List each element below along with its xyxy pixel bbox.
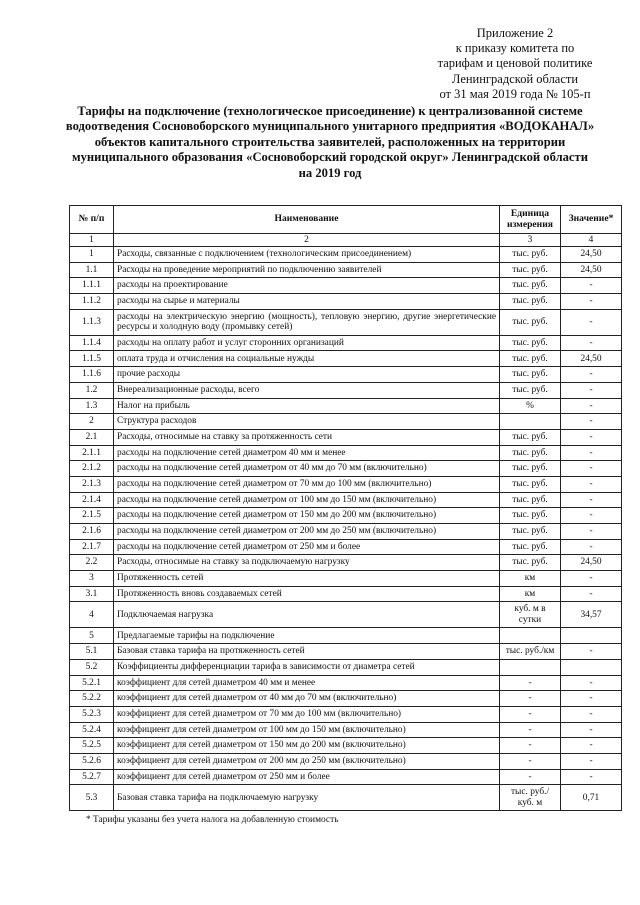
table-row	[70, 706, 622, 722]
row-number: 2.1.1	[70, 445, 114, 461]
row-name: Базовая ставка тарифа на протяженность сетей	[114, 644, 500, 660]
row-number: 1.1.1	[70, 278, 114, 294]
row-value: -	[561, 571, 622, 587]
row-value: -	[561, 492, 622, 508]
row-number: 2.2	[70, 555, 114, 571]
table-row	[70, 335, 622, 351]
row-unit: тыс. руб./куб. м	[500, 785, 561, 811]
row-name: Структура расходов	[114, 414, 500, 430]
row-number: 4	[70, 602, 114, 628]
row-value: -	[561, 445, 622, 461]
row-name: коэффициент для сетей диаметром от 200 мм до 250 мм (включительно)	[114, 753, 500, 769]
row-unit: -	[500, 722, 561, 738]
table-row	[70, 753, 622, 769]
table-row	[70, 429, 622, 445]
row-name: Предлагаемые тарифы на подключение	[114, 628, 500, 644]
title-line: Тарифы на подключение (технологическое присоединение) к централизованной системе	[77, 104, 583, 118]
row-value: -	[561, 382, 622, 398]
row-unit: тыс. руб.	[500, 247, 561, 263]
row-value	[561, 659, 622, 675]
row-unit: тыс. руб.	[500, 429, 561, 445]
row-number: 1.2	[70, 382, 114, 398]
row-name: коэффициент для сетей диаметром от 100 мм до 150 мм (включительно)	[114, 722, 500, 738]
row-name: Коэффициенты дифференциации тарифа в зависимости от диаметра сетей	[114, 659, 500, 675]
row-number: 2.1.2	[70, 461, 114, 477]
row-value: -	[561, 769, 622, 785]
row-name: коэффициент для сетей диаметром 40 мм и менее	[114, 675, 500, 691]
table-row	[70, 539, 622, 555]
row-name: Протяженность вновь создаваемых сетей	[114, 586, 500, 602]
row-value: -	[561, 738, 622, 754]
table-row	[70, 722, 622, 738]
table-row	[70, 644, 622, 660]
row-value: -	[561, 675, 622, 691]
title-line: объектов капитального строительства заявителей, расположенных на территории	[94, 134, 566, 149]
row-value: -	[561, 524, 622, 540]
row-number: 5.2.4	[70, 722, 114, 738]
row-unit: тыс. руб.	[500, 508, 561, 524]
table-row	[70, 524, 622, 540]
table-row	[70, 785, 622, 811]
row-unit: тыс. руб.	[500, 524, 561, 540]
row-name: Протяженность сетей	[114, 571, 500, 587]
row-value	[561, 628, 622, 644]
table-row	[70, 675, 622, 691]
table-row	[70, 367, 622, 383]
title-line: муниципального образования «Сосновоборский городской округ» Ленинградской области	[72, 150, 588, 165]
row-name: расходы на подключение сетей диаметром от 40 мм до 70 мм (включительно)	[114, 461, 500, 477]
row-unit: тыс. руб.	[500, 309, 561, 335]
row-unit: тыс. руб.	[500, 476, 561, 492]
row-value: 24,50	[561, 262, 622, 278]
annex-line: к приказу комитета по	[455, 41, 575, 56]
row-value: -	[561, 335, 622, 351]
row-number: 1.1.2	[70, 294, 114, 310]
row-number: 5.2.5	[70, 738, 114, 754]
table-body	[70, 247, 622, 811]
row-value: -	[561, 476, 622, 492]
row-number: 5.1	[70, 644, 114, 660]
table-row	[70, 351, 622, 367]
row-name: расходы на сырье и материалы	[114, 294, 500, 310]
row-number: 2.1.4	[70, 492, 114, 508]
row-number: 5.2.7	[70, 769, 114, 785]
row-value: -	[561, 278, 622, 294]
column-number: 4	[561, 234, 622, 247]
table-row	[70, 445, 622, 461]
row-value: 24,50	[561, 351, 622, 367]
table-row	[70, 398, 622, 414]
row-unit	[500, 659, 561, 675]
row-name: Расходы, связанные с подключением (технологическим присоединением)	[114, 247, 500, 263]
row-name: Расходы, относимые на ставку за протяженность сети	[114, 429, 500, 445]
row-unit: тыс. руб.	[500, 555, 561, 571]
row-unit: тыс. руб.	[500, 335, 561, 351]
row-unit	[500, 628, 561, 644]
row-name: расходы на подключение сетей диаметром от 100 мм до 150 мм (включительно)	[114, 492, 500, 508]
row-unit: тыс. руб./км	[500, 644, 561, 660]
row-name: прочие расходы	[114, 367, 500, 383]
row-number: 3.1	[70, 586, 114, 602]
table-row	[70, 278, 622, 294]
column-numbers-row	[70, 234, 622, 247]
row-number: 5.2.6	[70, 753, 114, 769]
table-row	[70, 555, 622, 571]
row-unit: -	[500, 706, 561, 722]
row-value: -	[561, 753, 622, 769]
row-number: 5.2	[70, 659, 114, 675]
table-row	[70, 492, 622, 508]
row-value: -	[561, 706, 622, 722]
annex-line: Ленинградской области	[451, 71, 579, 86]
table-row	[70, 628, 622, 644]
annex-line: Приложение 2	[476, 26, 554, 40]
header-name: Наименование	[114, 206, 500, 234]
annex-line: тарифам и ценовой политике	[437, 56, 593, 71]
table-row	[70, 691, 622, 707]
row-name: расходы на электрическую энергию (мощность), тепловую энергию, другие энергетические ресурсы и холодную воду (промывку сетей)	[114, 309, 500, 335]
row-value: -	[561, 539, 622, 555]
row-value: -	[561, 461, 622, 477]
table-row	[70, 476, 622, 492]
table-row	[70, 294, 622, 310]
column-number: 3	[500, 234, 561, 247]
row-number: 2.1.6	[70, 524, 114, 540]
row-unit: тыс. руб.	[500, 278, 561, 294]
row-number: 2.1.5	[70, 508, 114, 524]
row-number: 1.1	[70, 262, 114, 278]
row-unit: км	[500, 586, 561, 602]
table-row	[70, 602, 622, 628]
row-unit: -	[500, 738, 561, 754]
header-num: № п/п	[70, 206, 114, 234]
row-number: 2.1.3	[70, 476, 114, 492]
row-number: 2	[70, 414, 114, 430]
row-unit: тыс. руб.	[500, 351, 561, 367]
row-unit: тыс. руб.	[500, 539, 561, 555]
row-name: расходы на подключение сетей диаметром от 250 мм и более	[114, 539, 500, 555]
row-number: 1.1.3	[70, 309, 114, 335]
row-name: расходы на оплату работ и услуг сторонних организаций	[114, 335, 500, 351]
row-number: 1.1.4	[70, 335, 114, 351]
row-value: -	[561, 414, 622, 430]
row-unit: -	[500, 769, 561, 785]
table-row	[70, 769, 622, 785]
row-name: Подключаемая нагрузка	[114, 602, 500, 628]
table-header-row	[70, 206, 622, 234]
row-value: -	[561, 722, 622, 738]
row-unit: тыс. руб.	[500, 367, 561, 383]
row-value: 24,50	[561, 247, 622, 263]
row-number: 2.1	[70, 429, 114, 445]
column-number: 2	[114, 234, 500, 247]
row-number: 5	[70, 628, 114, 644]
row-value: -	[561, 429, 622, 445]
row-name: расходы на подключение сетей диаметром от 150 мм до 200 мм (включительно)	[114, 508, 500, 524]
row-unit: тыс. руб.	[500, 492, 561, 508]
row-number: 5.3	[70, 785, 114, 811]
row-number: 5.2.2	[70, 691, 114, 707]
row-number: 3	[70, 571, 114, 587]
row-name: расходы на подключение сетей диаметром от 70 мм до 100 мм (включительно)	[114, 476, 500, 492]
row-name: коэффициент для сетей диаметром от 250 мм и более	[114, 769, 500, 785]
row-name: Налог на прибыль	[114, 398, 500, 414]
title-line: водоотведения Сосновоборского муниципального унитарного предприятия «ВОДОКАНАЛ»	[65, 119, 595, 134]
row-name: Базовая ставка тарифа на подключаемую нагрузку	[114, 785, 500, 811]
row-value: 34,57	[561, 602, 622, 628]
row-name: Расходы, относимые на ставку за подключаемую нагрузку	[114, 555, 500, 571]
row-number: 1	[70, 247, 114, 263]
row-value: -	[561, 644, 622, 660]
table-row	[70, 262, 622, 278]
table-row	[70, 738, 622, 754]
tariff-table	[69, 205, 622, 811]
row-unit: -	[500, 753, 561, 769]
row-number: 5.2.3	[70, 706, 114, 722]
row-number: 5.2.1	[70, 675, 114, 691]
table-row	[70, 659, 622, 675]
row-unit: %	[500, 398, 561, 414]
row-name: оплата труда и отчисления на социальные нужды	[114, 351, 500, 367]
table-row	[70, 571, 622, 587]
annex-header	[405, 26, 625, 102]
row-unit: -	[500, 691, 561, 707]
footnote: * Тарифы указаны без учета налога на добавленную стоимость	[86, 815, 339, 825]
row-name: расходы на подключение сетей диаметром от 200 мм до 250 мм (включительно)	[114, 524, 500, 540]
row-value: -	[561, 691, 622, 707]
row-unit: куб. м в сутки	[500, 602, 561, 628]
row-value: -	[561, 586, 622, 602]
row-number: 1.1.6	[70, 367, 114, 383]
row-name: коэффициент для сетей диаметром от 40 мм до 70 мм (включительно)	[114, 691, 500, 707]
row-name: расходы на проектирование	[114, 278, 500, 294]
row-unit: тыс. руб.	[500, 382, 561, 398]
row-unit: тыс. руб.	[500, 461, 561, 477]
row-name: расходы на подключение сетей диаметром 40 мм и менее	[114, 445, 500, 461]
row-unit: тыс. руб.	[500, 262, 561, 278]
row-value: -	[561, 294, 622, 310]
table-row	[70, 586, 622, 602]
row-unit	[500, 414, 561, 430]
header-value: Значение*	[561, 206, 622, 234]
row-name: коэффициент для сетей диаметром от 150 мм до 200 мм (включительно)	[114, 738, 500, 754]
table-row	[70, 461, 622, 477]
row-value: -	[561, 367, 622, 383]
table-row	[70, 382, 622, 398]
row-unit: км	[500, 571, 561, 587]
row-name: Расходы на проведение мероприятий по подключению заявителей	[114, 262, 500, 278]
row-value: 0,71	[561, 785, 622, 811]
table-row	[70, 309, 622, 335]
header-unit: Единица измерения	[500, 206, 561, 234]
column-number: 1	[70, 234, 114, 247]
row-unit: -	[500, 675, 561, 691]
row-name: Внереализационные расходы, всего	[114, 382, 500, 398]
annex-line: от 31 мая 2019 года № 105-п	[439, 86, 591, 101]
table-row	[70, 414, 622, 430]
document-title	[40, 104, 620, 181]
table-row	[70, 247, 622, 263]
row-value: -	[561, 309, 622, 335]
row-unit: тыс. руб.	[500, 294, 561, 310]
row-value: 24,50	[561, 555, 622, 571]
row-value: -	[561, 508, 622, 524]
row-value: -	[561, 398, 622, 414]
title-line: на 2019 год	[298, 165, 362, 180]
row-unit: тыс. руб.	[500, 445, 561, 461]
row-number: 1.3	[70, 398, 114, 414]
row-number: 2.1.7	[70, 539, 114, 555]
row-number: 1.1.5	[70, 351, 114, 367]
table-row	[70, 508, 622, 524]
row-name: коэффициент для сетей диаметром от 70 мм до 100 мм (включительно)	[114, 706, 500, 722]
